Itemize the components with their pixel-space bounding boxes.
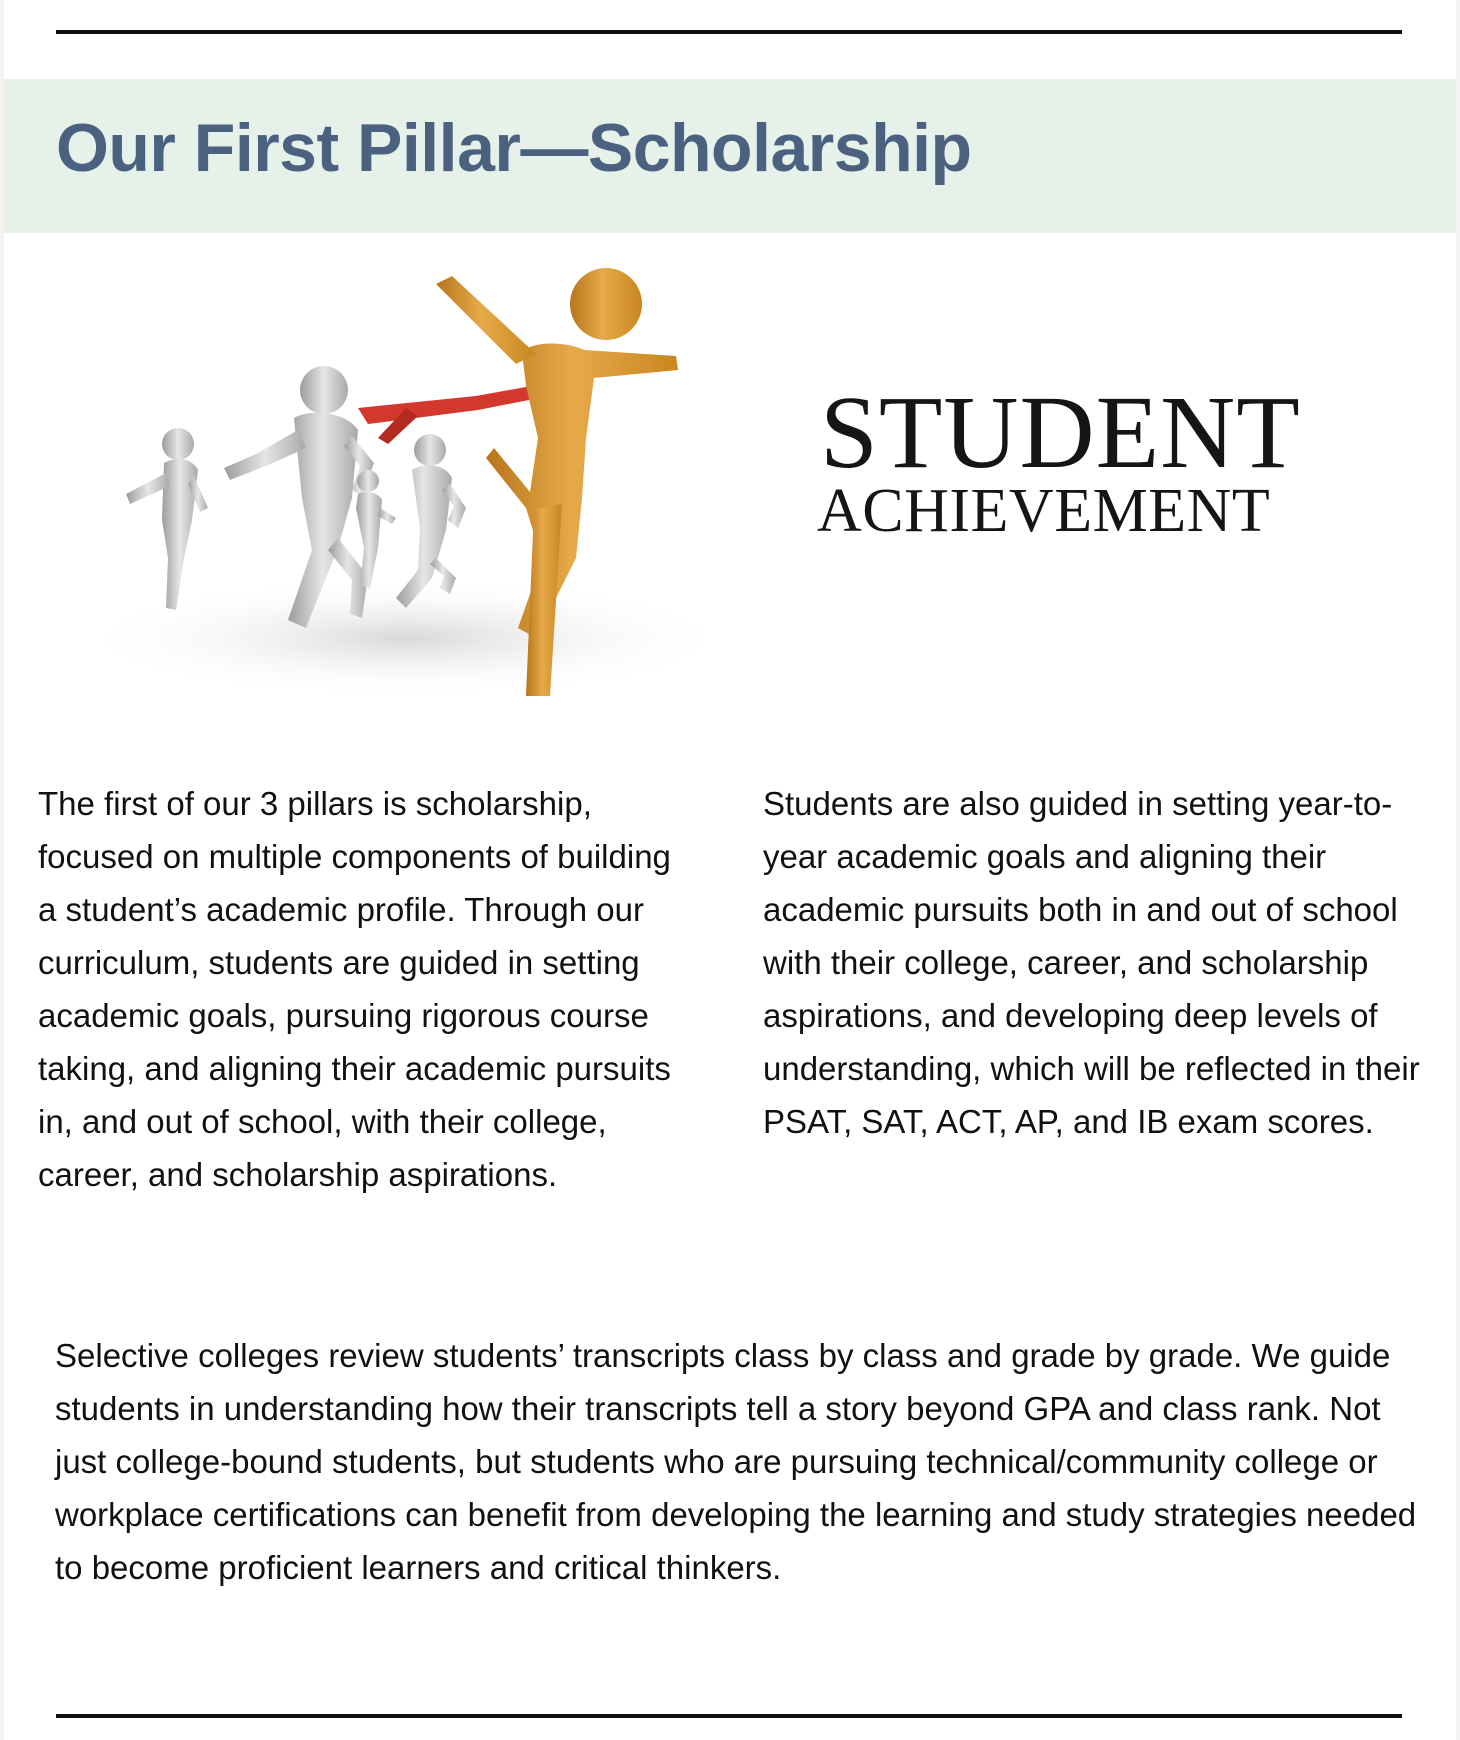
runner-figure <box>126 428 208 610</box>
floor-shadow <box>106 578 736 696</box>
race-illustration <box>106 258 818 696</box>
right-column-text: Students are also guided in setting year-to-year academic goals and aligning their academic pursuits both in and out of school with their college, career, and scholarship aspirations, and developing deep levels of understanding, which will be reflected in their PSAT, SAT, ACT, AP, and IB exam scores. <box>763 785 1420 1140</box>
left-column-text: The first of our 3 pillars is scholarship, focused on multiple components of building a student’s academic profile. Through our curriculum, students are guided in setting academic goals, pursuing rigorous course taking, and aligning their academic pursuits in, and out of school, with their college, career, and scholarship aspirations. <box>38 785 671 1193</box>
page-left-edge <box>0 0 4 1740</box>
page-right-edge <box>1456 0 1460 1740</box>
title-band <box>4 79 1456 233</box>
bottom-divider <box>56 1714 1402 1718</box>
hero-image <box>106 258 818 696</box>
top-divider <box>56 30 1402 34</box>
wordmark-line-1: STUDENT <box>820 375 1301 490</box>
page-title: Our First Pillar—Scholarship <box>56 110 972 186</box>
runner-figure <box>356 470 396 588</box>
closing-paragraph: Selective colleges review students’ transcripts class by class and grade by grade. We guide students in understanding how their transcripts tell a story beyond GPA and class rank. Not just college-bound students, but students who are pursuing technical/community college or workplace certifications can benefit from developing the learning and study strategies needed to become proficient learners and critical thinkers. <box>55 1337 1417 1586</box>
wordmark-line-2: ACHIEVEMENT <box>817 477 1271 545</box>
student-achievement-wordmark <box>817 375 1340 545</box>
